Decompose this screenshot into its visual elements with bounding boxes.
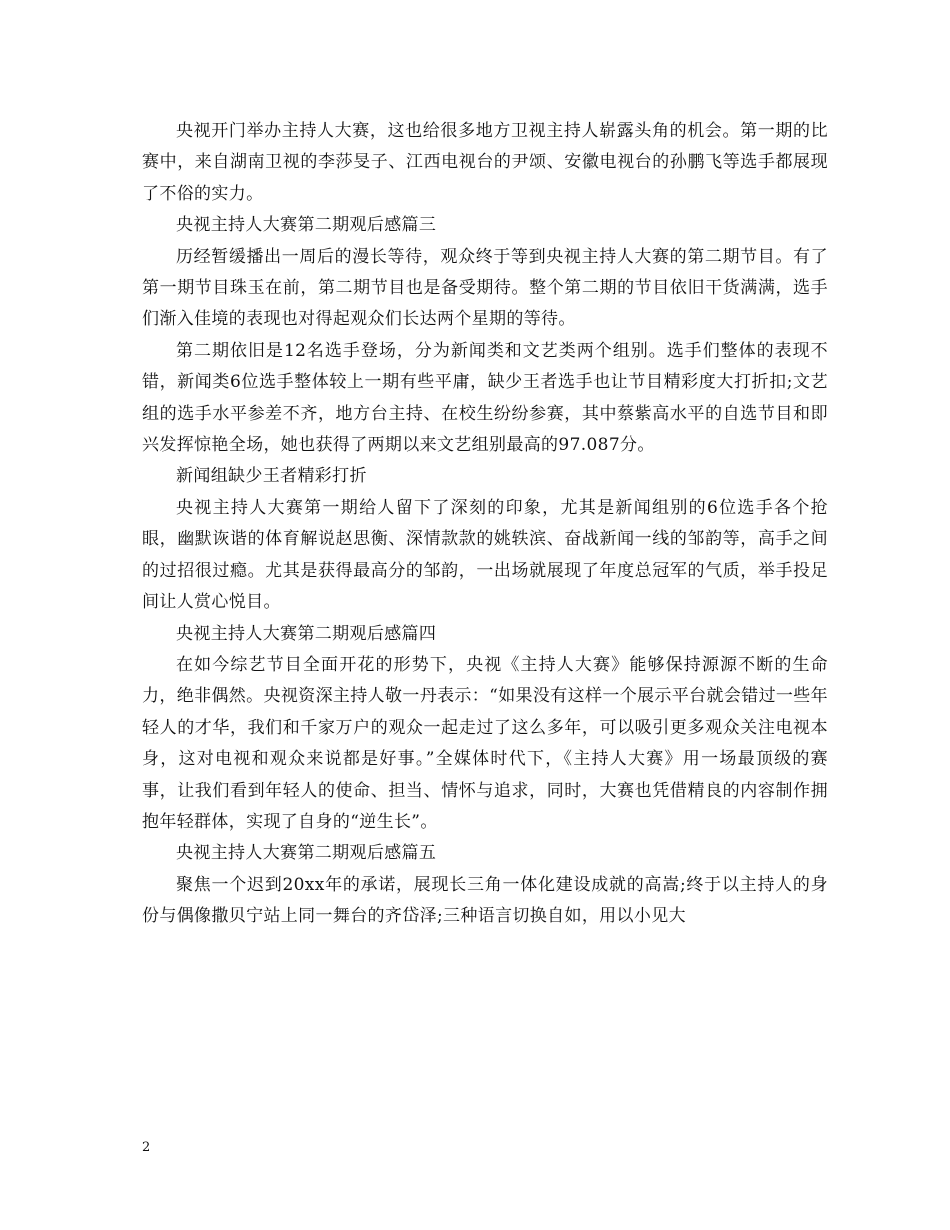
section-heading-part-three: 央视主持人大赛第二期观后感篇三 (176, 215, 437, 236)
paragraph-intro: 央视开门举办主持人大赛，这也给很多地方卫视主持人崭露头角的机会。第一期的比赛中，来自湖南卫视的李莎旻子、江西电视台的尹颂、安徽电视台的孙鹏飞等选手都展现了不俗的实力。 (142, 121, 828, 204)
paragraph-first-episode-impression: 央视主持人大赛第一期给人留下了深刻的印象，尤其是新闻组别的6位选手各个抢眼，幽默诙谐的体育解说赵思衡、深情款款的姚轶滨、奋战新闻一线的邹韵等，高手之间的过招很过瘾。尤其是获得最高分的邹韵，一出场就展现了年度总冠军的气质，举手投足间让人赏心悦目。 (142, 497, 828, 613)
paragraph-vitality: 在如今综艺节目全面开花的形势下，央视《主持人大赛》能够保持源源不断的生命力，绝非偶然。央视资深主持人敬一丹表示：“如果没有这样一个展示平台就会错过一些年轻人的才华，我们和千家万户的观众一起走过了这么多年，可以吸引更多观众关注电视本身，这对电视和观众来说都是好事。”全媒体时代下，《主持人大赛》用一场最顶级的赛事，让我们看到年轻人的使命、担当、情怀与追求，同时，大赛也凭借精良的内容制作拥抱年轻群体，实现了自身的“逆生长”。 (142, 654, 828, 832)
section-heading-part-four: 央视主持人大赛第二期观后感篇四 (176, 623, 437, 644)
section-heading-part-five: 央视主持人大赛第二期观后感篇五 (176, 843, 437, 864)
paragraph-waiting: 历经暂缓播出一周后的漫长等待，观众终于等到央视主持人大赛的第二期节目。有了第一期节目珠玉在前，第二期节目也是备受期待。整个第二期的节目依旧干货满满，选手们渐入佳境的表现也对得起观众们长达两个星期的等待。 (142, 246, 828, 330)
paragraph-focus: 聚焦一个迟到20xx年的承诺，展现长三角一体化建设成就的高嵩;终于以主持人的身份与偶像撒贝宁站上同一舞台的齐岱泽;三种语言切换自如，用以小见大 (142, 874, 828, 927)
section-heading-news-group: 新闻组缺少王者精彩打折 (176, 466, 367, 487)
page-number: 2 (142, 1140, 151, 1155)
paragraph-second-episode: 第二期依旧是12名选手登场，分为新闻类和文艺类两个组别。选手们整体的表现不错，新闻类6位选手整体较上一期有些平庸，缺少王者选手也让节目精彩度大打折扣;文艺组的选手水平参差不齐，地方台主持、在校生纷纷参赛，其中蔡紫高水平的自选节目和即兴发挥惊艳全场，她也获得了两期以来文艺组别最高的97.087分。 (142, 340, 828, 456)
document-body (142, 116, 828, 933)
